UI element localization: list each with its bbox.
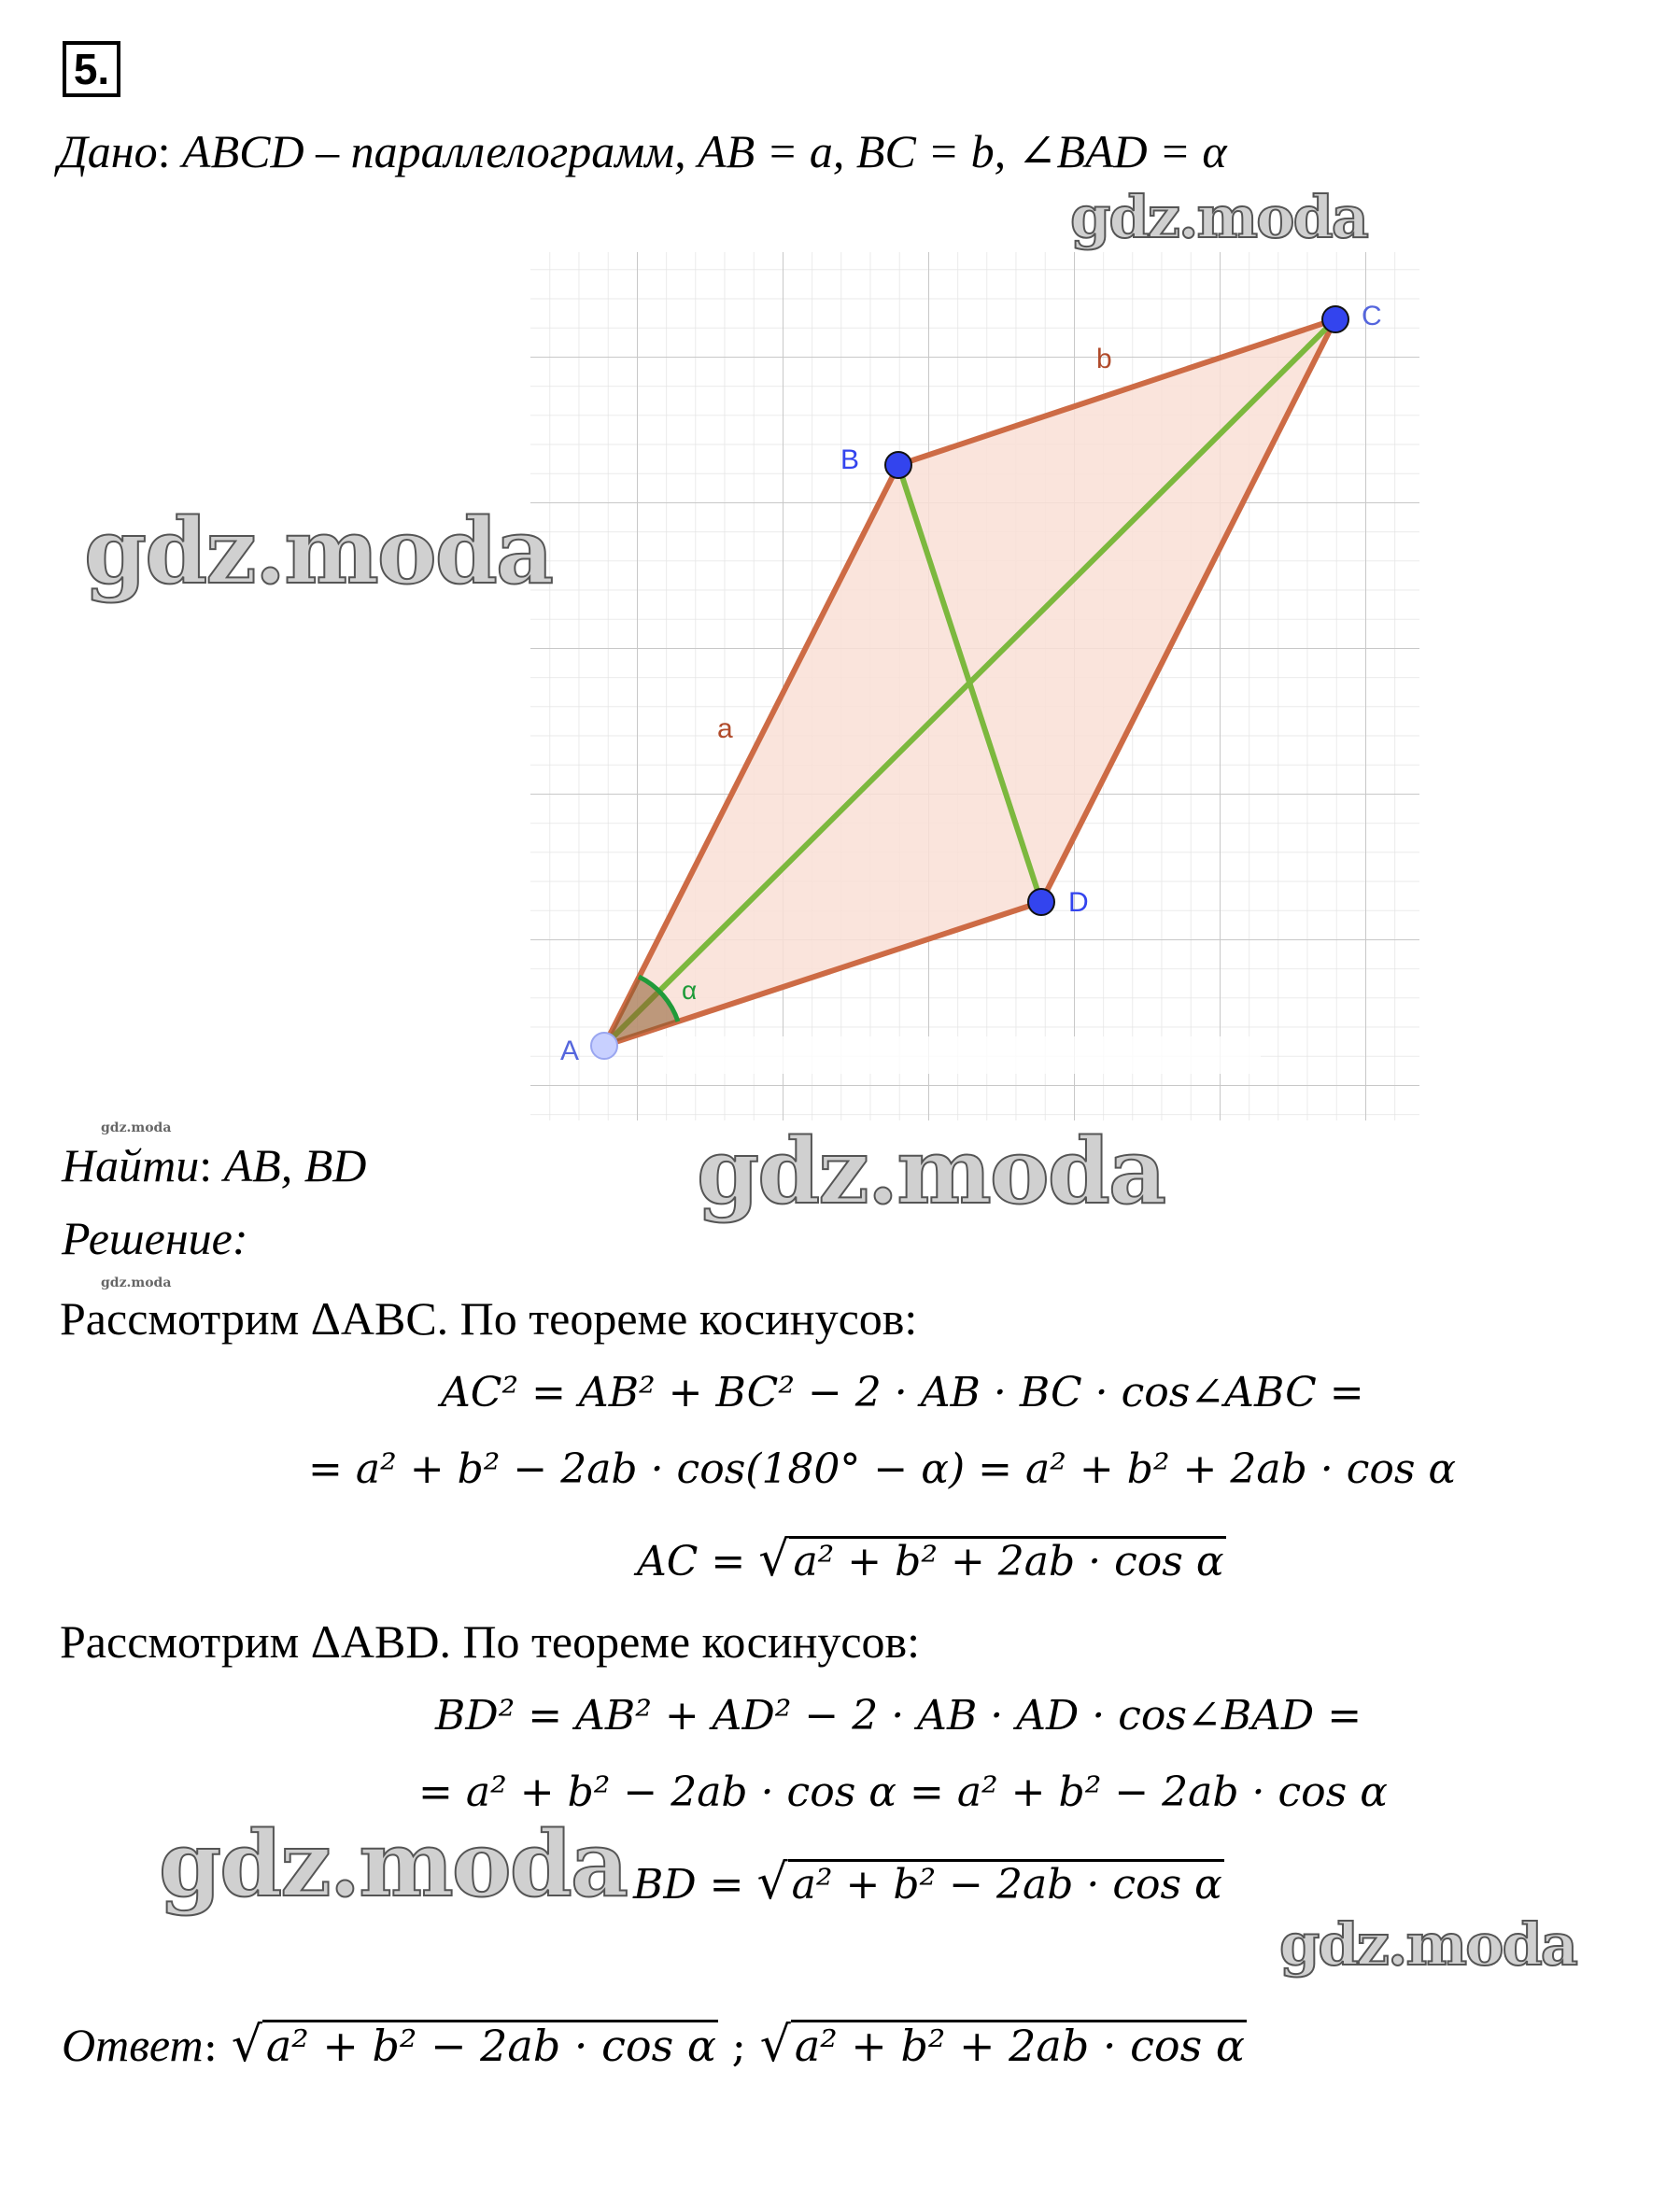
label-alpha: α (682, 976, 698, 1005)
abc-eq3 (637, 1531, 1226, 1590)
problem-number: 5. (63, 41, 120, 97)
point-d (1028, 889, 1054, 915)
abc-eq3-left: AC = (637, 1538, 746, 1585)
watermark: gdz.moda (1279, 1910, 1576, 1979)
find-label: Найти (62, 1139, 200, 1191)
watermark: gdz.moda (159, 1811, 628, 1917)
answer-separator: ; (731, 2021, 747, 2071)
watermark-small: gdz.moda (101, 1275, 172, 1290)
label-d: D (1068, 887, 1089, 918)
label-a: A (560, 1036, 580, 1066)
solution-label-text: Решение (62, 1212, 233, 1264)
abd-eq2: = a² + b² − 2ab · cos α = a² + b² − 2ab · cos α (418, 1768, 1388, 1816)
given-text: ABCD – параллелограмм, AB = a, BC = b, ∠BAD = α (182, 125, 1227, 177)
answer-root1: a² + b² − 2ab · cos α (262, 2020, 718, 2069)
sqrt-icon: √ (231, 2017, 262, 2073)
abc-eq2: = a² + b² − 2ab · cos(180° − α) = a² + b² + 2ab · cos α (308, 1445, 1457, 1493)
watermark: gdz.moda (84, 499, 553, 604)
sqrt-icon: √ (758, 1531, 790, 1587)
watermark: gdz.moda (1070, 183, 1367, 251)
answer-root2: a² + b² + 2ab · cos α (791, 2020, 1247, 2069)
point-b (885, 452, 911, 478)
watermark-small: gdz.moda (101, 1120, 172, 1135)
answer-label: Ответ (62, 2019, 204, 2071)
label-b: B (840, 444, 860, 475)
find-line: Найти: AB, BD (62, 1139, 367, 1191)
parallelogram-figure (523, 252, 1419, 1130)
given-line: Дано: ABCD – параллелограмм, AB = a, BC = b, ∠BAD = α (58, 125, 1227, 177)
label-side-b: b (1096, 344, 1112, 374)
point-a (591, 1033, 617, 1059)
sqrt-icon: √ (759, 2017, 791, 2073)
point-c (1322, 306, 1348, 332)
label-c: C (1362, 301, 1382, 331)
abd-eq3-left: BD = (633, 1861, 744, 1909)
find-text: AB, BD (223, 1139, 367, 1191)
abd-intro: Рассмотрим ΔABD. По теореме косинусов: (60, 1615, 921, 1668)
given-label: Дано (58, 125, 158, 177)
sqrt-icon: √ (756, 1854, 788, 1910)
abd-eq1: BD² = AB² + AD² − 2 · AB · AD · cos∠BAD = (435, 1692, 1362, 1740)
abd-eq3 (633, 1854, 1224, 1913)
answer-line: Ответ: √a² + b² − 2ab · cos α ; √a² + b² + 2ab · cos α (62, 2017, 1245, 2073)
abc-intro: Рассмотрим ΔABC. По теореме косинусов: (60, 1292, 918, 1345)
solution-label: Решение: (62, 1212, 248, 1264)
abd-eq3-root: a² + b² − 2ab · cos α (788, 1859, 1224, 1909)
abc-eq3-root: a² + b² + 2ab · cos α (789, 1536, 1225, 1585)
label-side-a: a (717, 713, 733, 744)
abc-eq1: AC² = AB² + BC² − 2 · AB · BC · cos∠ABC = (441, 1369, 1364, 1416)
watermark: gdz.moda (697, 1119, 1165, 1224)
